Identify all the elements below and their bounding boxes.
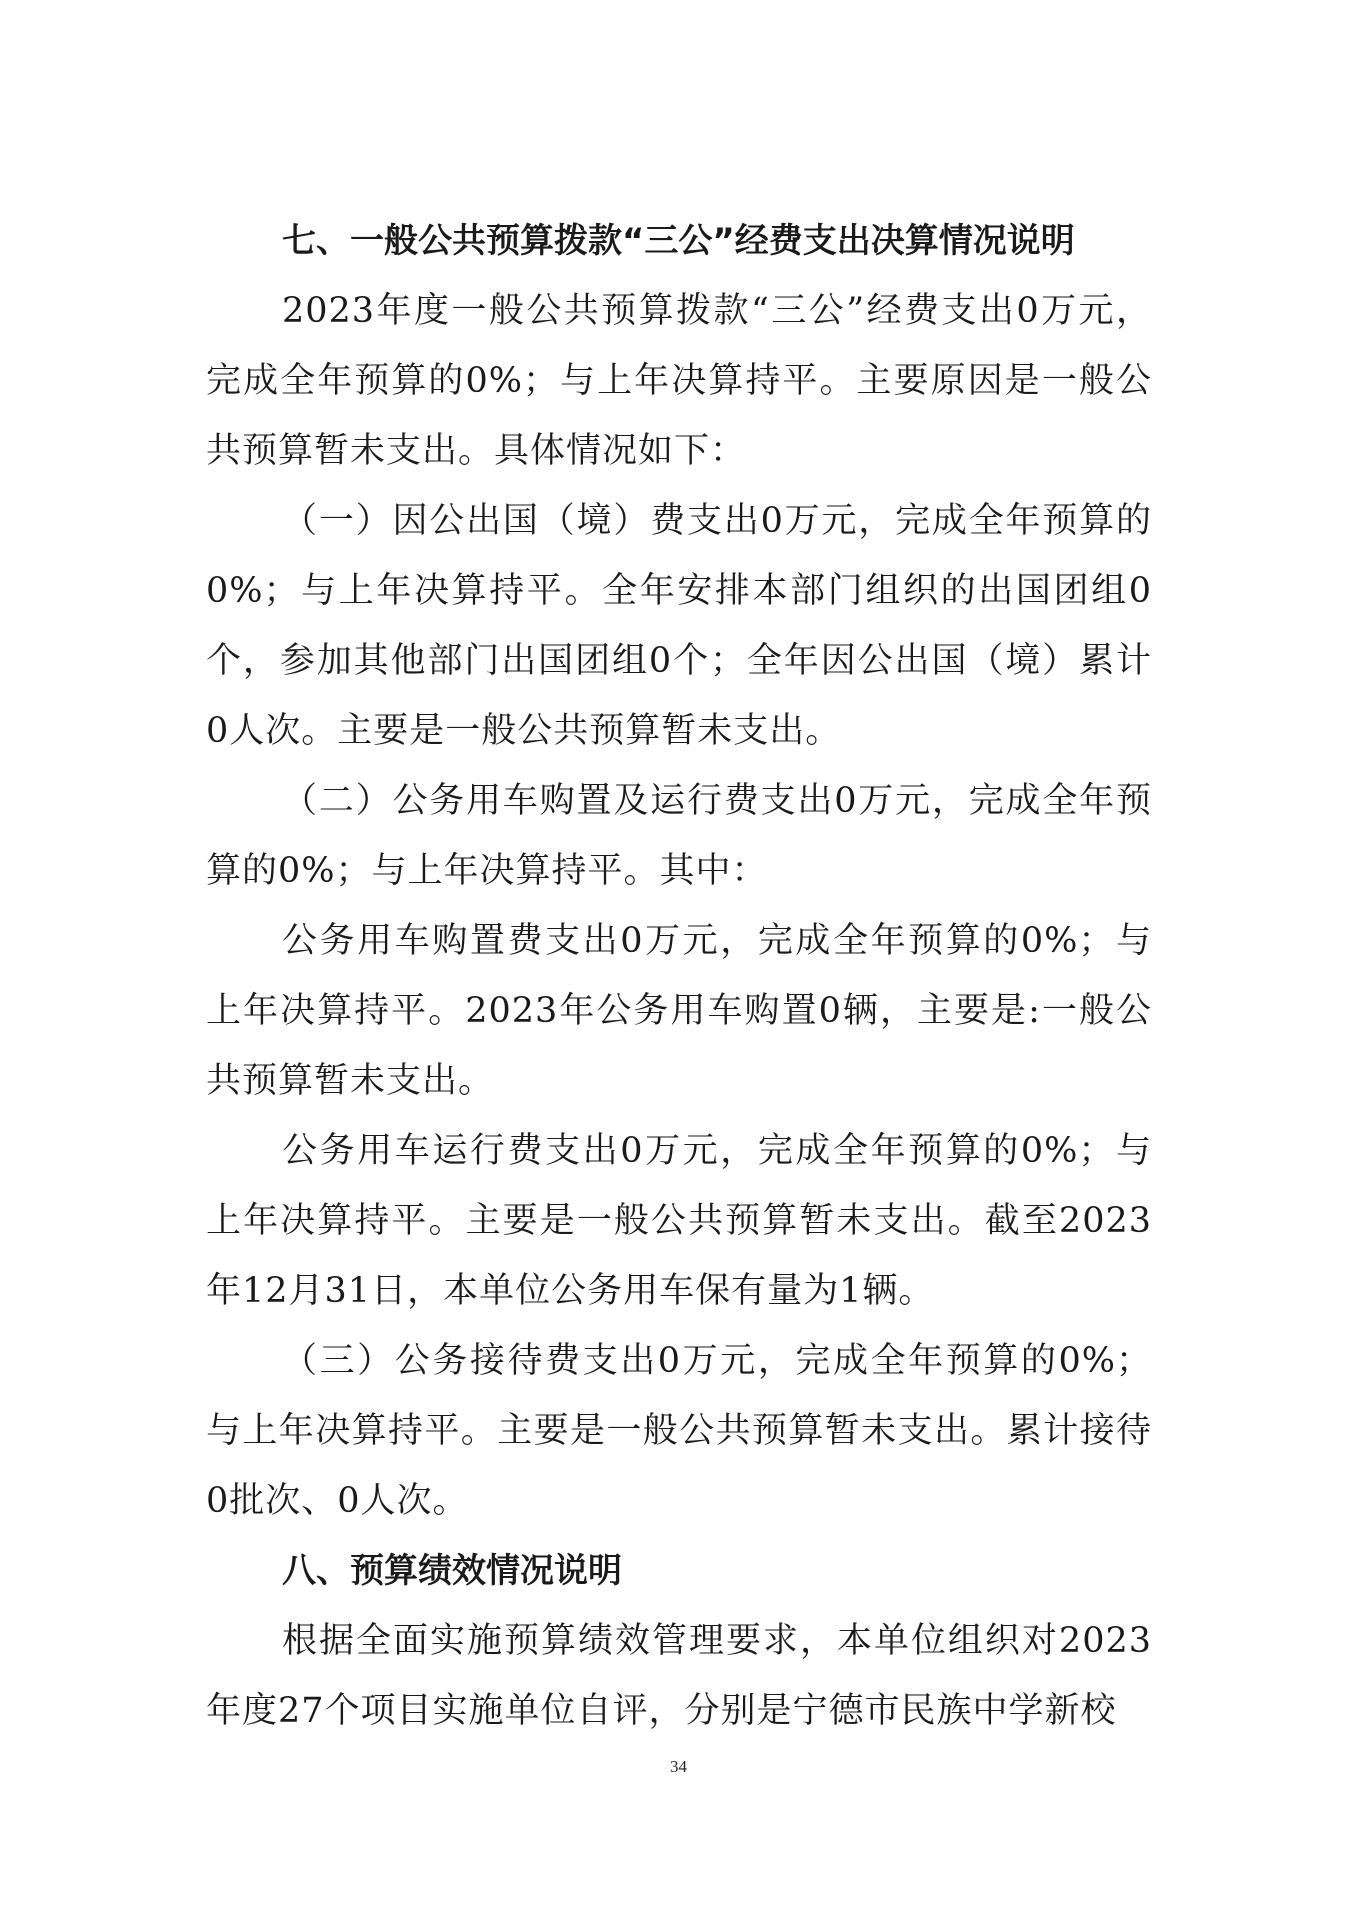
- section-heading-seven: 七、一般公共预算拨款“三公”经费支出决算情况说明: [282, 221, 1075, 261]
- page-number: 34: [670, 1757, 687, 1776]
- paragraph-performance: 根据全面实施预算绩效管理要求，本单位组织对2023年度27个项目实施单位自评，分别是宁德市民族中学新校: [206, 1621, 1152, 1731]
- paragraph-vehicle-operation: 公务用车运行费支出0万元，完成全年预算的0%；与上年决算持平。主要是一般公共预算暂未支出。截至2023年12月31日，本单位公务用车保有量为1辆。: [206, 1131, 1152, 1311]
- paragraph-summary: 2023年度一般公共预算拨款“三公”经费支出0万元，完成全年预算的0%；与上年决算持平。主要原因是一般公共预算暂未支出。具体情况如下：: [206, 291, 1152, 471]
- paragraph-reception: （三）公务接待费支出0万元，完成全年预算的0%；与上年决算持平。主要是一般公共预算暂未支出。累计接待0批次、0人次。: [206, 1341, 1152, 1521]
- paragraph-vehicle-purchase: 公务用车购置费支出0万元，完成全年预算的0%；与上年决算持平。2023年公务用车购置0辆，主要是:一般公共预算暂未支出。: [206, 921, 1152, 1101]
- section-heading-eight: 八、预算绩效情况说明: [282, 1551, 622, 1591]
- page-body: [206, 206, 1152, 1746]
- paragraph-overseas-travel: （一）因公出国（境）费支出0万元，完成全年预算的0%；与上年决算持平。全年安排本部门组织的出国团组0个，参加其他部门出国团组0个；全年因公出国（境）累计0人次。主要是一般公共预算暂未支出。: [206, 501, 1152, 751]
- paragraph-vehicle-costs: （二）公务用车购置及运行费支出0万元，完成全年预算的0%；与上年决算持平。其中：: [206, 781, 1152, 891]
